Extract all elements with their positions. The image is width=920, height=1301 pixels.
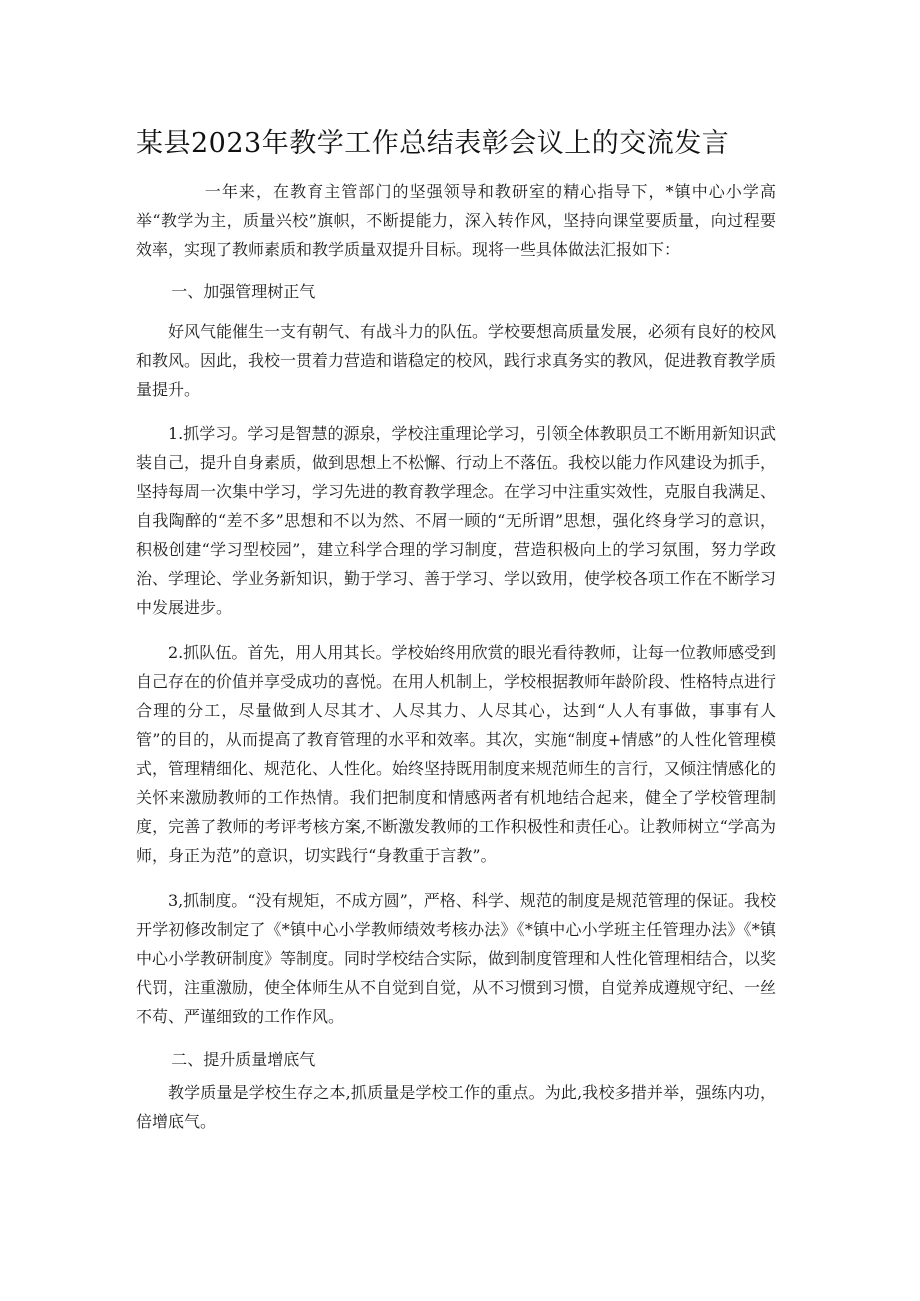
document-title: 某县2023年教学工作总结表彰会议上的交流发言	[136, 128, 730, 159]
item-3-paragraph: 3,抓制度。“没有规矩，不成方圆”，严格、科学、规范的制度是规范管理的保证。我校开学初修改制定了《*镇中心小学教师绩效考核办法》《*镇中心小学班主任管理办法》《*镇中心小学教研制度》等制度。同时学校结合实际，做到制度管理和人性化管理相结合，以奖代罚，注重激励，使全体师生从不自觉到自觉，从不习惯到习惯，自觉养成遵规守纪、一丝不苟、严谨细致的工作作风。	[136, 891, 777, 1026]
section-1-lead-paragraph: 好风气能催生一支有朝气、有战斗力的队伍。学校要想高质量发展，必须有良好的校风和教风。因此，我校一贯着力营造和谐稳定的校风，践行求真务实的教风，促进教育教学质量提升。	[136, 322, 777, 399]
section-1-heading: 一、加强管理树正气	[171, 282, 316, 301]
item-1-paragraph: 1.抓学习。学习是智慧的源泉，学校注重理论学习，引领全体教职员工不断用新知识武装自己，提升自身素质，做到思想上不松懈、行动上不落伍。我校以能力作风建设为抓手，坚持每周一次集中学习，学习先进的教育教学理念。在学习中注重实效性，克服自我满足、自我陶醉的“差不多”思想和不以为然、不屑一顾的“无所谓”思想，强化终身学习的意识，积极创建“学习型校园”，建立科学合理的学习制度，营造积极向上的学习氛围，努力学政治、学理论、学业务新知识，勤于学习、善于学习、学以致用，使学校各项工作在不断学习中发展进步。	[136, 424, 777, 617]
section-2-lead-paragraph: 教学质量是学校生存之本,抓质量是学校工作的重点。为此,我校多措并举，强练内功，倍增底气。	[136, 1083, 776, 1131]
section-2-heading: 二、提升质量增底气	[171, 1050, 316, 1069]
intro-paragraph: 一年来，在教育主管部门的坚强领导和教研室的精心指导下，*镇中心小学高举“教学为主，质量兴校”旗帜，不断提能力，深入转作风，坚持向课堂要质量，向过程要效率，实现了教师素质和教学质量双提升目标。现将一些具体做法汇报如下：	[136, 182, 776, 259]
document-body	[136, 177, 776, 1136]
item-2-paragraph: 2.抓队伍。首先，用人用其长。学校始终用欣赏的眼光看待教师，让每一位教师感受到自己存在的价值并享受成功的喜悦。在用人机制上，学校根据教师年龄阶段、性格特点进行合理的分工，尽量做到人尽其才、人尽其力、人尽其心，达到“人人有事做，事事有人管”的目的，从而提高了教育管理的水平和效率。其次，实施“制度+情感”的人性化管理模式，管理精细化、规范化、人性化。始终坚持既用制度来规范师生的言行，又倾注情感化的关怀来激励教师的工作热情。我们把制度和情感两者有机地结合起来，健全了学校管理制度，完善了教师的考评考核方案,不断激发教师的工作积极性和责任心。让教师树立“学高为师，身正为范”的意识，切实践行“身教重于言教”。	[136, 643, 777, 865]
